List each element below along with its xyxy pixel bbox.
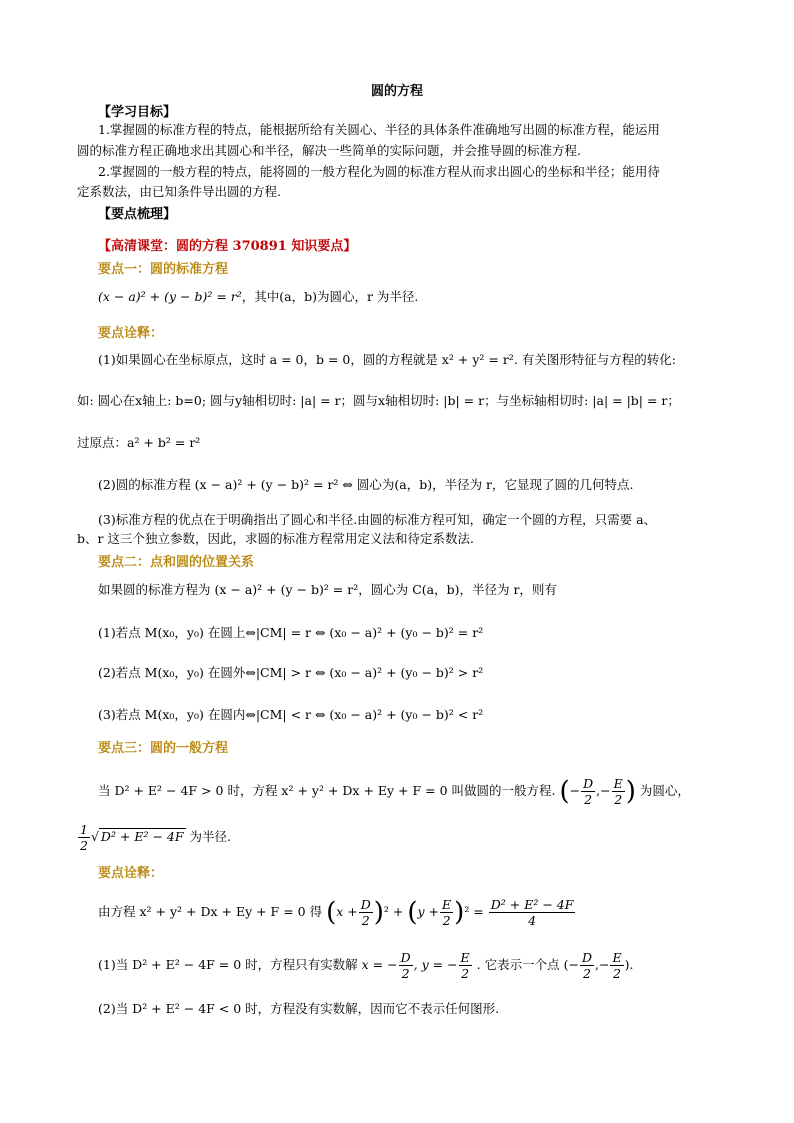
- center-comma: ,−: [596, 783, 611, 798]
- point-2-case-on: (1)若点 M(x₀，y₀) 在圆上⇔|CM| = r ⇔ (x₀ − a)² + (y₀ − b)² = r²: [98, 625, 484, 640]
- general-equation-condition: 当 D² + E² − 4F > 0 时，方程 x² + y² + Dx + Ey + F = 0 叫做圆的一般方程.: [98, 783, 556, 798]
- point-2-intro: 如果圆的标准方程为 (x − a)² + (y − b)² = r²，圆心为 C(a，b)，半径为 r，则有: [98, 582, 557, 597]
- center-right-paren: ): [625, 776, 636, 807]
- note-5-middle: . 它表示一个点: [476, 957, 560, 972]
- y-left-paren: (: [407, 897, 418, 928]
- x-right-paren: ): [373, 897, 384, 928]
- x-term: x +: [336, 904, 358, 919]
- note-6-line: (2)当 D² + E² − 4F < 0 时，方程没有实数解，因而它不表示任何图形.: [98, 1001, 500, 1016]
- center-x-fraction: $\frac{D}{2}$: [583, 776, 594, 807]
- standard-equation: (x − a)² + (y − b)² = r²: [98, 289, 242, 304]
- course-tag: 【高清课堂：圆的方程 370891 知识要点】: [98, 239, 357, 254]
- center-minus: −: [569, 783, 581, 798]
- note-1-title: 要点诠释：: [98, 326, 164, 341]
- point-y-fraction: $\frac{E}{2}$: [612, 950, 622, 981]
- note-5-line: [98, 950, 633, 981]
- x-solution-fraction: $\frac{D}{2}$: [400, 950, 411, 981]
- goal-2-line-2: 定系数法，由已知条件导出圆的方程.: [77, 184, 281, 199]
- x-solution: x = −: [361, 957, 398, 972]
- point-left-paren: (−: [563, 957, 579, 972]
- y-solution: , y = −: [413, 957, 458, 972]
- y-right-paren: ): [454, 897, 465, 928]
- section-goal-heading: 【学习目标】: [98, 105, 177, 120]
- standard-equation-tail: ，其中(a，b)为圆心，r 为半径.: [241, 289, 419, 304]
- point-2-case-outside: (2)若点 M(x₀，y₀) 在圆外⇔|CM| > r ⇔ (x₀ − a)² + (y₀ − b)² > r²: [98, 665, 484, 680]
- x-half-d: $\frac{D}{2}$: [360, 897, 371, 928]
- goal-1-line-2: 圆的标准方程正确地求出其圆心和半径，解决一些简单的实际问题，并会推导圆的标准方程.: [77, 143, 581, 158]
- note-3-line-2: b、r 这三个独立参数，因此，求圆的标准方程常用定义法和待定系数法.: [77, 531, 474, 546]
- center-left-paren: (: [559, 776, 570, 807]
- point-3-title: 要点三：圆的一般方程: [98, 741, 229, 756]
- note-2-text: (2)圆的标准方程 (x − a)² + (y − b)² = r² ⇔ 圆心为(a，b)，半径为 r，它显现了圆的几何特点.: [98, 477, 634, 492]
- rhs-fraction: $\frac{\text{D² + E² − 4F}}{4}$: [490, 897, 574, 928]
- point-2-case-inside: (3)若点 M(x₀，y₀) 在圆内⇔|CM| < r ⇔ (x₀ − a)² + (y₀ − b)² < r²: [98, 707, 484, 722]
- point-3-line-1: [98, 776, 690, 807]
- note-5-prefix: (1)当 D² + E² − 4F = 0 时，方程只有实数解: [98, 957, 358, 972]
- note-4-prefix: 由方程 x² + y² + Dx + Ey + F = 0 得: [98, 904, 323, 919]
- section-points-heading: 【要点梳理】: [98, 207, 177, 222]
- goal-2-line-1: 2.掌握圆的一般方程的特点，能将圆的一般方程化为圆的标准方程从而求出圆心的坐标和半径；能用待: [98, 164, 660, 179]
- note-1-cases: 如: 圆心在x轴上: b=0; 圆与y轴相切时: |a| = r；圆与x轴相切时: |b| = r；与坐标轴相切时: |a| = |b| = r；: [77, 393, 680, 408]
- point-1-title: 要点一：圆的标准方程: [98, 262, 229, 277]
- page-title: 圆的方程: [370, 84, 423, 99]
- sqrt-sign: √: [90, 829, 99, 844]
- x-square: ² +: [383, 904, 404, 919]
- note-1-origin: 过原点：a² + b² = r²: [77, 435, 201, 450]
- point-1-equation: [98, 287, 418, 307]
- point-x-fraction: $\frac{D}{2}$: [581, 950, 592, 981]
- note-2-title: 要点诠释：: [98, 866, 164, 881]
- point-3-line-2: [77, 822, 231, 853]
- y-term: y +: [417, 904, 440, 919]
- y-square: ² =: [464, 904, 484, 919]
- half-fraction: $\frac{1}{2}$: [80, 822, 88, 853]
- point-comma: ,−: [594, 957, 610, 972]
- center-y-fraction: $\frac{E}{2}$: [613, 776, 623, 807]
- point-right-paren: ).: [624, 957, 634, 972]
- radius-radicand: D² + E² − 4F: [100, 829, 184, 844]
- point-2-title: 要点二：点和圆的位置关系: [98, 555, 255, 570]
- radius-tail: 为半径.: [189, 829, 232, 844]
- note-4-line: [98, 897, 576, 928]
- y-half-e: $\frac{E}{2}$: [442, 897, 452, 928]
- note-3-line-1: (3)标准方程的优点在于明确指出了圆心和半径.由圆的标准方程可知，确定一个圆的方程，只需要 a、: [98, 512, 657, 527]
- y-solution-fraction: $\frac{E}{2}$: [460, 950, 470, 981]
- x-left-paren: (: [326, 897, 337, 928]
- goal-1-line-1: 1.掌握圆的标准方程的特点，能根据所给有关圆心、半径的具体条件准确地写出圆的标准方程，能运用: [98, 122, 660, 137]
- center-tail: 为圆心，: [639, 783, 690, 798]
- note-1-text: (1)如果圆心在坐标原点，这时 a = 0，b = 0，圆的方程就是 x² + y² = r². 有关图形特征与方程的转化:: [98, 352, 676, 367]
